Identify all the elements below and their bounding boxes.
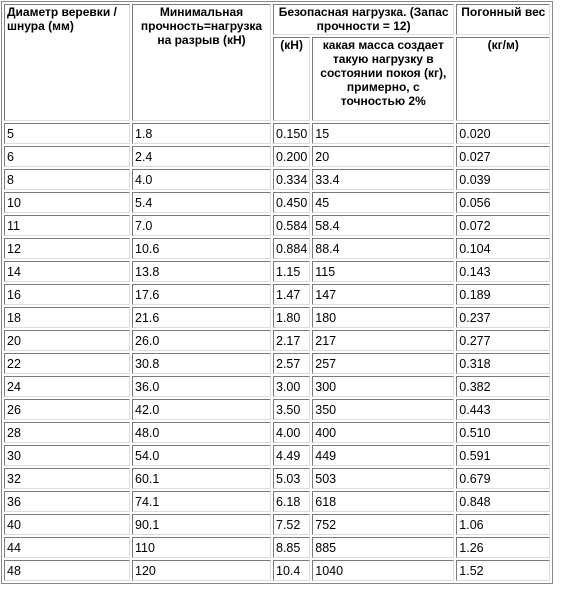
table-row — [4, 192, 550, 213]
diameter-cell: 24 — [4, 376, 130, 397]
linear-weight-cell: 0.189 — [456, 284, 550, 305]
table-row — [4, 238, 550, 259]
safe-load-kn-cell: 6.18 — [273, 491, 310, 512]
linear-weight-cell: 0.318 — [456, 353, 550, 374]
table-row — [4, 514, 550, 535]
safe-load-mass-cell: 15 — [312, 123, 454, 144]
min-strength-cell: 36.0 — [132, 376, 271, 397]
safe-load-mass-cell: 618 — [312, 491, 454, 512]
header-safe-load-mass: какая масса создает такую нагрузку в состоянии покоя (кг), примерно, с точностью 2% — [312, 37, 454, 121]
diameter-cell: 12 — [4, 238, 130, 259]
min-strength-cell: 13.8 — [132, 261, 271, 282]
table-row — [4, 376, 550, 397]
table-row — [4, 307, 550, 328]
safe-load-mass-cell: 45 — [312, 192, 454, 213]
min-strength-cell: 120 — [132, 560, 271, 581]
table-row — [4, 399, 550, 420]
safe-load-kn-cell: 0.450 — [273, 192, 310, 213]
table-row — [4, 146, 550, 167]
linear-weight-cell: 0.679 — [456, 468, 550, 489]
safe-load-mass-cell: 147 — [312, 284, 454, 305]
safe-load-kn-cell: 7.52 — [273, 514, 310, 535]
min-strength-cell: 74.1 — [132, 491, 271, 512]
table-row — [4, 123, 550, 144]
table-row — [4, 215, 550, 236]
header-diameter: Диаметр веревки / шнура (мм) — [4, 4, 130, 121]
safe-load-mass-cell: 58.4 — [312, 215, 454, 236]
linear-weight-cell: 0.072 — [456, 215, 550, 236]
table-row — [4, 353, 550, 374]
table-row — [4, 537, 550, 558]
safe-load-kn-cell: 1.15 — [273, 261, 310, 282]
linear-weight-cell: 0.104 — [456, 238, 550, 259]
linear-weight-cell: 0.027 — [456, 146, 550, 167]
linear-weight-cell: 0.848 — [456, 491, 550, 512]
safe-load-mass-cell: 885 — [312, 537, 454, 558]
linear-weight-cell: 1.26 — [456, 537, 550, 558]
header-min-strength: Минимальная прочность=нагрузка на разрыв (кН) — [132, 4, 271, 121]
diameter-cell: 40 — [4, 514, 130, 535]
linear-weight-cell: 0.510 — [456, 422, 550, 443]
diameter-cell: 18 — [4, 307, 130, 328]
safe-load-kn-cell: 0.200 — [273, 146, 310, 167]
diameter-cell: 14 — [4, 261, 130, 282]
diameter-cell: 48 — [4, 560, 130, 581]
safe-load-mass-cell: 400 — [312, 422, 454, 443]
safe-load-mass-cell: 33.4 — [312, 169, 454, 190]
safe-load-kn-cell: 8.85 — [273, 537, 310, 558]
header-safe-load-kn: (кН) — [273, 37, 310, 121]
safe-load-mass-cell: 350 — [312, 399, 454, 420]
linear-weight-cell: 0.237 — [456, 307, 550, 328]
safe-load-mass-cell: 1040 — [312, 560, 454, 581]
header-linear-weight: Погонный вес — [456, 4, 550, 35]
diameter-cell: 36 — [4, 491, 130, 512]
linear-weight-cell: 1.52 — [456, 560, 550, 581]
linear-weight-cell: 0.277 — [456, 330, 550, 351]
diameter-cell: 26 — [4, 399, 130, 420]
table-row — [4, 560, 550, 581]
safe-load-mass-cell: 449 — [312, 445, 454, 466]
safe-load-mass-cell: 20 — [312, 146, 454, 167]
min-strength-cell: 1.8 — [132, 123, 271, 144]
rope-strength-table — [1, 1, 553, 584]
min-strength-cell: 21.6 — [132, 307, 271, 328]
table-body — [4, 123, 550, 581]
linear-weight-cell: 0.591 — [456, 445, 550, 466]
safe-load-kn-cell: 4.49 — [273, 445, 310, 466]
min-strength-cell: 30.8 — [132, 353, 271, 374]
safe-load-mass-cell: 180 — [312, 307, 454, 328]
safe-load-kn-cell: 0.334 — [273, 169, 310, 190]
diameter-cell: 20 — [4, 330, 130, 351]
safe-load-mass-cell: 300 — [312, 376, 454, 397]
min-strength-cell: 10.6 — [132, 238, 271, 259]
table-row — [4, 169, 550, 190]
min-strength-cell: 54.0 — [132, 445, 271, 466]
diameter-cell: 30 — [4, 445, 130, 466]
min-strength-cell: 42.0 — [132, 399, 271, 420]
diameter-cell: 44 — [4, 537, 130, 558]
safe-load-kn-cell: 0.584 — [273, 215, 310, 236]
safe-load-kn-cell: 1.47 — [273, 284, 310, 305]
table-row — [4, 422, 550, 443]
min-strength-cell: 5.4 — [132, 192, 271, 213]
diameter-cell: 6 — [4, 146, 130, 167]
diameter-cell: 16 — [4, 284, 130, 305]
safe-load-mass-cell: 217 — [312, 330, 454, 351]
min-strength-cell: 110 — [132, 537, 271, 558]
linear-weight-cell: 0.143 — [456, 261, 550, 282]
safe-load-kn-cell: 4.00 — [273, 422, 310, 443]
min-strength-cell: 26.0 — [132, 330, 271, 351]
safe-load-kn-cell: 2.57 — [273, 353, 310, 374]
header-safe-load: Безопасная нагрузка. (Запас прочности = 12) — [273, 4, 454, 35]
diameter-cell: 5 — [4, 123, 130, 144]
safe-load-mass-cell: 752 — [312, 514, 454, 535]
diameter-cell: 32 — [4, 468, 130, 489]
min-strength-cell: 7.0 — [132, 215, 271, 236]
safe-load-kn-cell: 3.50 — [273, 399, 310, 420]
safe-load-kn-cell: 3.00 — [273, 376, 310, 397]
safe-load-kn-cell: 0.884 — [273, 238, 310, 259]
diameter-cell: 11 — [4, 215, 130, 236]
min-strength-cell: 90.1 — [132, 514, 271, 535]
safe-load-kn-cell: 10.4 — [273, 560, 310, 581]
diameter-cell: 28 — [4, 422, 130, 443]
diameter-cell: 8 — [4, 169, 130, 190]
safe-load-kn-cell: 2.17 — [273, 330, 310, 351]
table-row — [4, 445, 550, 466]
min-strength-cell: 48.0 — [132, 422, 271, 443]
diameter-cell: 22 — [4, 353, 130, 374]
table-row — [4, 284, 550, 305]
linear-weight-cell: 0.020 — [456, 123, 550, 144]
table-row — [4, 491, 550, 512]
linear-weight-cell: 0.056 — [456, 192, 550, 213]
safe-load-mass-cell: 115 — [312, 261, 454, 282]
table-row — [4, 468, 550, 489]
safe-load-mass-cell: 503 — [312, 468, 454, 489]
linear-weight-cell: 0.443 — [456, 399, 550, 420]
header-linear-weight-unit: (кг/м) — [456, 37, 550, 121]
safe-load-kn-cell: 5.03 — [273, 468, 310, 489]
min-strength-cell: 4.0 — [132, 169, 271, 190]
safe-load-kn-cell: 0.150 — [273, 123, 310, 144]
safe-load-kn-cell: 1.80 — [273, 307, 310, 328]
min-strength-cell: 60.1 — [132, 468, 271, 489]
safe-load-mass-cell: 88.4 — [312, 238, 454, 259]
min-strength-cell: 17.6 — [132, 284, 271, 305]
table-row — [4, 330, 550, 351]
table-row — [4, 261, 550, 282]
linear-weight-cell: 0.039 — [456, 169, 550, 190]
linear-weight-cell: 1.06 — [456, 514, 550, 535]
diameter-cell: 10 — [4, 192, 130, 213]
min-strength-cell: 2.4 — [132, 146, 271, 167]
safe-load-mass-cell: 257 — [312, 353, 454, 374]
linear-weight-cell: 0.382 — [456, 376, 550, 397]
